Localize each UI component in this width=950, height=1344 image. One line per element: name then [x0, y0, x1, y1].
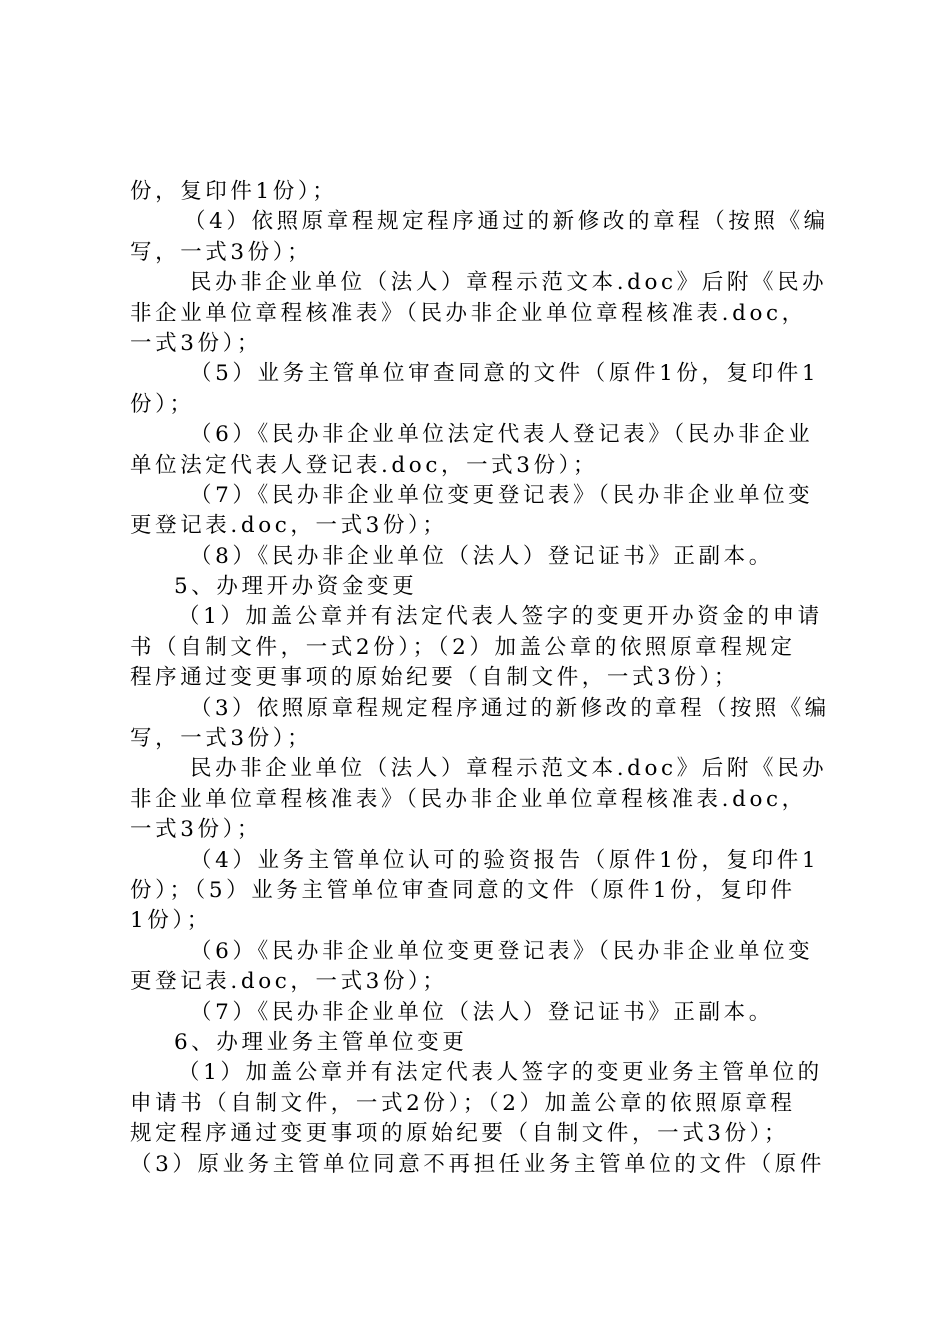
text-line: 非企业单位章程核准表》（民办非企业单位章程核准表.doc，: [130, 786, 807, 812]
text-line: （6）《民办非企业单位变更登记表》（民办非企业单位变: [190, 938, 814, 964]
text-line: 份）；（5）业务主管单位审查同意的文件（原件1份，复印件: [130, 877, 796, 903]
text-line: 5、办理开办资金变更: [174, 574, 418, 600]
text-line: 份）；: [130, 391, 195, 417]
text-line: 写，一式3份）；: [130, 726, 313, 752]
text-line: （1）加盖公章并有法定代表人签字的变更业务主管单位的: [178, 1060, 823, 1086]
text-line: 申请书（自制文件，一式2份）；（2）加盖公章的依照原章程: [130, 1090, 796, 1116]
text-line: 单位法定代表人登记表.doc，一式3份）；: [130, 452, 599, 478]
text-line: 份，复印件1份）；: [130, 179, 338, 204]
text-line: （7）《民办非企业单位变更登记表》（民办非企业单位变: [190, 482, 814, 508]
text-line: 6、办理业务主管单位变更: [174, 1029, 468, 1055]
text-line: 更登记表.doc，一式3份）；: [130, 969, 448, 995]
text-line: 规定程序通过变更事项的原始纪要（自制文件，一式3份）；: [130, 1121, 790, 1147]
document-body: [130, 177, 830, 1180]
text-line: （8）《民办非企业单位（法人）登记证书》正副本。: [190, 543, 774, 569]
text-line: 一式3份）；: [130, 817, 263, 843]
text-line: 写，一式3份）；: [130, 239, 313, 265]
text-line: 1份）；: [130, 908, 212, 934]
text-line: （4）依照原章程规定程序通过的新修改的章程（按照《编: [184, 209, 829, 235]
text-line: （1）加盖公章并有法定代表人签字的变更开办资金的申请: [178, 604, 823, 630]
text-line: （3）依照原章程规定程序通过的新修改的章程（按照《编: [190, 695, 830, 721]
text-line: （7）《民办非企业单位（法人）登记证书》正副本。: [190, 999, 774, 1025]
text-line: 民办非企业单位（法人）章程示范文本.doc》后附《民办: [190, 270, 828, 296]
text-line: （3）原业务主管单位同意不再担任业务主管单位的文件（原件: [130, 1151, 825, 1177]
text-line: 程序通过变更事项的原始纪要（自制文件，一式3份）；: [130, 665, 739, 691]
text-line: 书（自制文件，一式2份）；（2）加盖公章的依照原章程规定: [130, 634, 796, 660]
text-line: （4）业务主管单位认可的验资报告（原件1份，复印件1: [190, 847, 820, 873]
text-line: 一式3份）；: [130, 330, 263, 356]
text-line: 非企业单位章程核准表》（民办非企业单位章程核准表.doc，: [130, 300, 807, 326]
text-line: （6）《民办非企业单位法定代表人登记表》（民办非企业: [190, 422, 814, 448]
text-line: 更登记表.doc，一式3份）；: [130, 513, 448, 539]
text-line: （5）业务主管单位审查同意的文件（原件1份，复印件1: [190, 361, 820, 387]
text-line: 民办非企业单位（法人）章程示范文本.doc》后附《民办: [190, 756, 828, 782]
